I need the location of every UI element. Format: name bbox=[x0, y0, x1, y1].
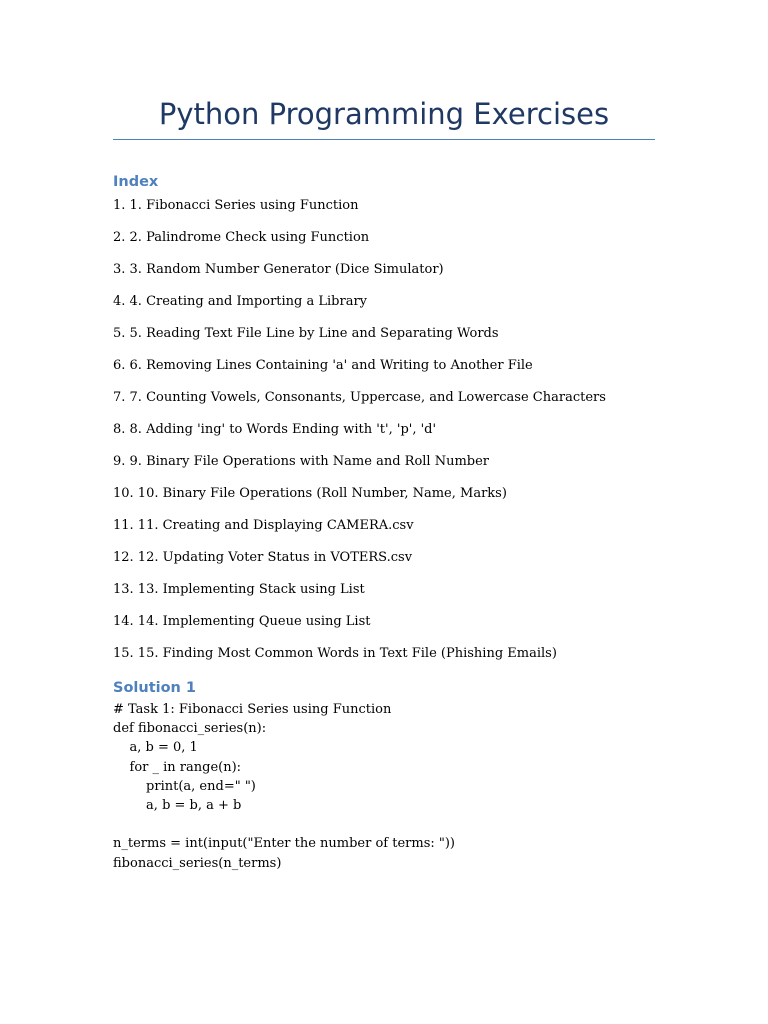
index-heading: Index bbox=[113, 174, 159, 190]
index-item-1: 1. 1. Fibonacci Series using Function bbox=[113, 198, 359, 213]
code-line bbox=[113, 815, 455, 834]
code-line: n_terms = int(input("Enter the number of terms: ")) bbox=[113, 836, 456, 852]
index-item-2: 2. 2. Palindrome Check using Function bbox=[113, 230, 370, 245]
code-line: a, b = b, a + b bbox=[113, 797, 242, 813]
index-item-10: 10. 10. Binary File Operations (Roll Number, Name, Marks) bbox=[113, 486, 507, 501]
code-line: # Task 1: Fibonacci Series using Function bbox=[113, 702, 392, 717]
index-item-14: 14. 14. Implementing Queue using List bbox=[113, 614, 371, 629]
index-item-3: 3. 3. Random Number Generator (Dice Simulator) bbox=[113, 262, 444, 277]
title-underline bbox=[113, 139, 655, 140]
solution-code-block bbox=[113, 700, 455, 873]
index-item-6: 6. 6. Removing Lines Containing 'a' and Writing to Another File bbox=[113, 358, 533, 373]
index-item-5: 5. 5. Reading Text File Line by Line and Separating Words bbox=[113, 326, 499, 341]
index-item-12: 12. 12. Updating Voter Status in VOTERS.csv bbox=[113, 550, 413, 565]
index-list bbox=[113, 196, 606, 676]
index-item-4: 4. 4. Creating and Importing a Library bbox=[113, 294, 368, 309]
code-line: def fibonacci_series(n): bbox=[113, 721, 267, 737]
code-line: a, b = 0, 1 bbox=[113, 740, 198, 756]
index-item-15: 15. 15. Finding Most Common Words in Text File (Phishing Emails) bbox=[113, 646, 557, 661]
code-line: for _ in range(n): bbox=[113, 759, 242, 775]
index-item-8: 8. 8. Adding 'ing' to Words Ending with 't', 'p', 'd' bbox=[113, 422, 437, 437]
solution-heading: Solution 1 bbox=[113, 680, 197, 696]
index-item-11: 11. 11. Creating and Displaying CAMERA.csv bbox=[113, 518, 414, 533]
document-title: Python Programming Exercises bbox=[158, 97, 610, 131]
index-item-9: 9. 9. Binary File Operations with Name and Roll Number bbox=[113, 454, 490, 469]
index-item-13: 13. 13. Implementing Stack using List bbox=[113, 582, 365, 597]
code-line: print(a, end=" ") bbox=[113, 778, 256, 794]
index-item-7: 7. 7. Counting Vowels, Consonants, Uppercase, and Lowercase Characters bbox=[113, 390, 606, 405]
code-line: fibonacci_series(n_terms) bbox=[113, 855, 282, 871]
